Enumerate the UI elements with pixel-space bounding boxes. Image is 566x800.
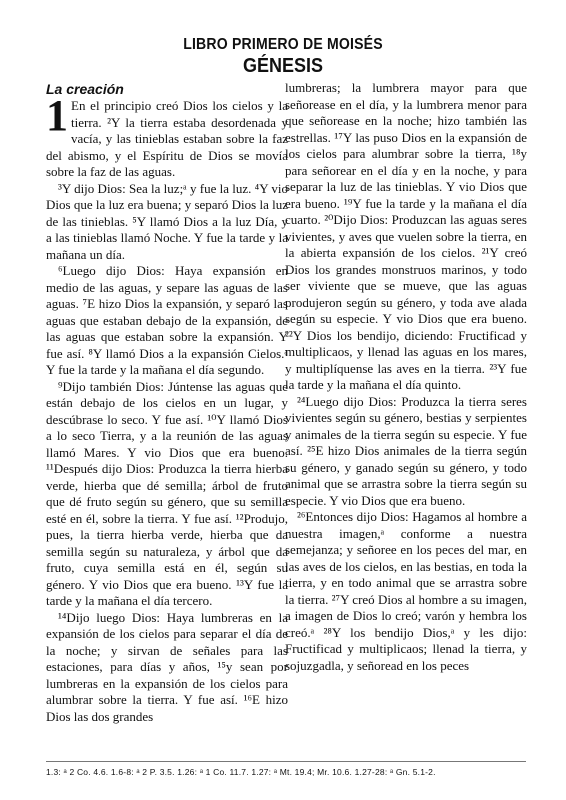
verse-paragraph: ⁶Luego dijo Dios: Haya expansión en medio de las aguas, y separe las aguas de las aguas. ⁷E hizo Dios la expansión, y separó las aguas que estaban debajo de la expansión, de las aguas que estaban sobre la expansión. Y fue así. ⁸Y llamó Dios a la expansión Cielos.ᵃ Y fue la tarde y la mañana el día segundo. — [46, 263, 288, 377]
verse-paragraph — [46, 91, 288, 181]
paragraph-text: En el principio creó Dios los cielos y la tierra. ²Y la tierra estaba desordenada y vacía, y las tinieblas estaban sobre la faz del abismo, y el Espíritu de Dios se movía sobre la faz de las aguas. — [46, 98, 288, 179]
verse-paragraph: ¹⁴Dijo luego Dios: Haya lumbreras en la expansión de los cielos para separar el día de la noche; y sirvan de señales para las estaciones, para días y años, ¹⁵y sean por lumbreras en la expansión de los cielos para alumbrar sobre la tierra. Y fue así. ¹⁶E hizo Dios las dos grandes — [46, 609, 288, 724]
verse-paragraph: lumbreras; la lumbrera mayor para que señorease en el día, y la lumbrera menor para que señorease en la noche; hizo también las estrellas. ¹⁷Y las puso Dios en la expansión de los cielos para alumbrar sobre la tierra, ¹⁸y para señorear en el día y en la noche, y para separar la luz de las tinieblas. Y vio Dios que era bueno. ¹⁹Y fue la tarde y la mañana el día cuarto. ²⁰Dijo Dios: Produzcan las aguas seres vivientes, y aves que vuelen sobre la tierra, en la abierta expansión de los cielos. ²¹Y creó Dios los grandes monstruos marinos, y todo ser viviente que se mueve, que las aguas produjeron según su género, y toda ave alada según su especie. Y vio Dios que era bueno. ²²Y Dios los bendijo, diciendo: Fructificad y multiplicaos, y llenad las aguas en los mares, y multiplíquense las aves en la tierra. ²³Y fue la tarde y la mañana el día quinto. — [285, 80, 527, 392]
chapter-number: 1 — [46, 91, 68, 140]
cross-reference-footnotes: 1.3: ᵃ 2 Co. 4.6. 1.6-8: ᵃ 2 P. 3.5. 1.26: ᵃ 1 Co. 11.7. 1.27: ᵃ Mt. 19.4; Mr. 10.6. 1.27-28: ᵃ Gn. 5.1-2. — [46, 761, 526, 777]
verse-paragraph: ²⁶Entonces dijo Dios: Hagamos al hombre a nuestra imagen,ᵃ conforme a nuestra semejanza; y señoree en los peces del mar, en las aves de los cielos, en las bestias, en toda la tierra, y en todo animal que se arrastra sobre la tierra. ²⁷Y creó Dios al hombre a su imagen, a imagen de Dios lo creó; varón y hembra los creó.ᵃ ²⁸Y los bendijo Dios,ᵃ y les dijo: Fructificad y multiplicaos; llenad la tierra, y sojuzgadla, y señoread en los peces — [285, 509, 527, 673]
book-name: GÉNESIS — [242, 55, 324, 77]
left-column — [46, 80, 288, 725]
verse-paragraph: ⁹Dijo también Dios: Júntense las aguas que están debajo de los cielos en un lugar, y descúbrase lo seco. Y fue así. ¹⁰Y llamó Dios a lo seco Tierra, y a la reunión de las aguas llamó Mares. Y vio Dios que era bueno. ¹¹Después dijo Dios: Produzca la tierra hierba verde, hierba que dé semilla; árbol de fruto que dé fruto según su género, que su semilla esté en él, sobre la tierra. Y fue así. ¹²Produjo, pues, la tierra hierba verde, hierba que da semilla según su naturaleza, y árbol que da fruto, cuya semilla está en él, según su género. Y vio Dios que era bueno. ¹³Y fue la tarde y la mañana el día tercero. — [46, 378, 288, 608]
verse-paragraph: ²⁴Luego dijo Dios: Produzca la tierra seres vivientes según su género, bestias y serpientes y animales de la tierra según su especie. Y fue así. ²⁵E hizo Dios animales de la tierra según su género, y ganado según su género, y todo animal que se arrastra sobre la tierra según su especie. Y vio Dios que era bueno. — [285, 393, 527, 508]
verse-paragraph: ³Y dijo Dios: Sea la luz;ᵃ y fue la luz. ⁴Y vio Dios que la luz era buena; y separó Dios la luz de las tinieblas. ⁵Y llamó Dios a la luz Día, y a las tinieblas llamó Noche. Y fue la tarde y la mañana un día. — [46, 180, 288, 262]
page-header — [0, 36, 566, 78]
section-heading: La creación — [46, 81, 124, 97]
right-column — [285, 80, 527, 674]
book-title: LIBRO PRIMERO DE MOISÉS — [183, 36, 383, 53]
